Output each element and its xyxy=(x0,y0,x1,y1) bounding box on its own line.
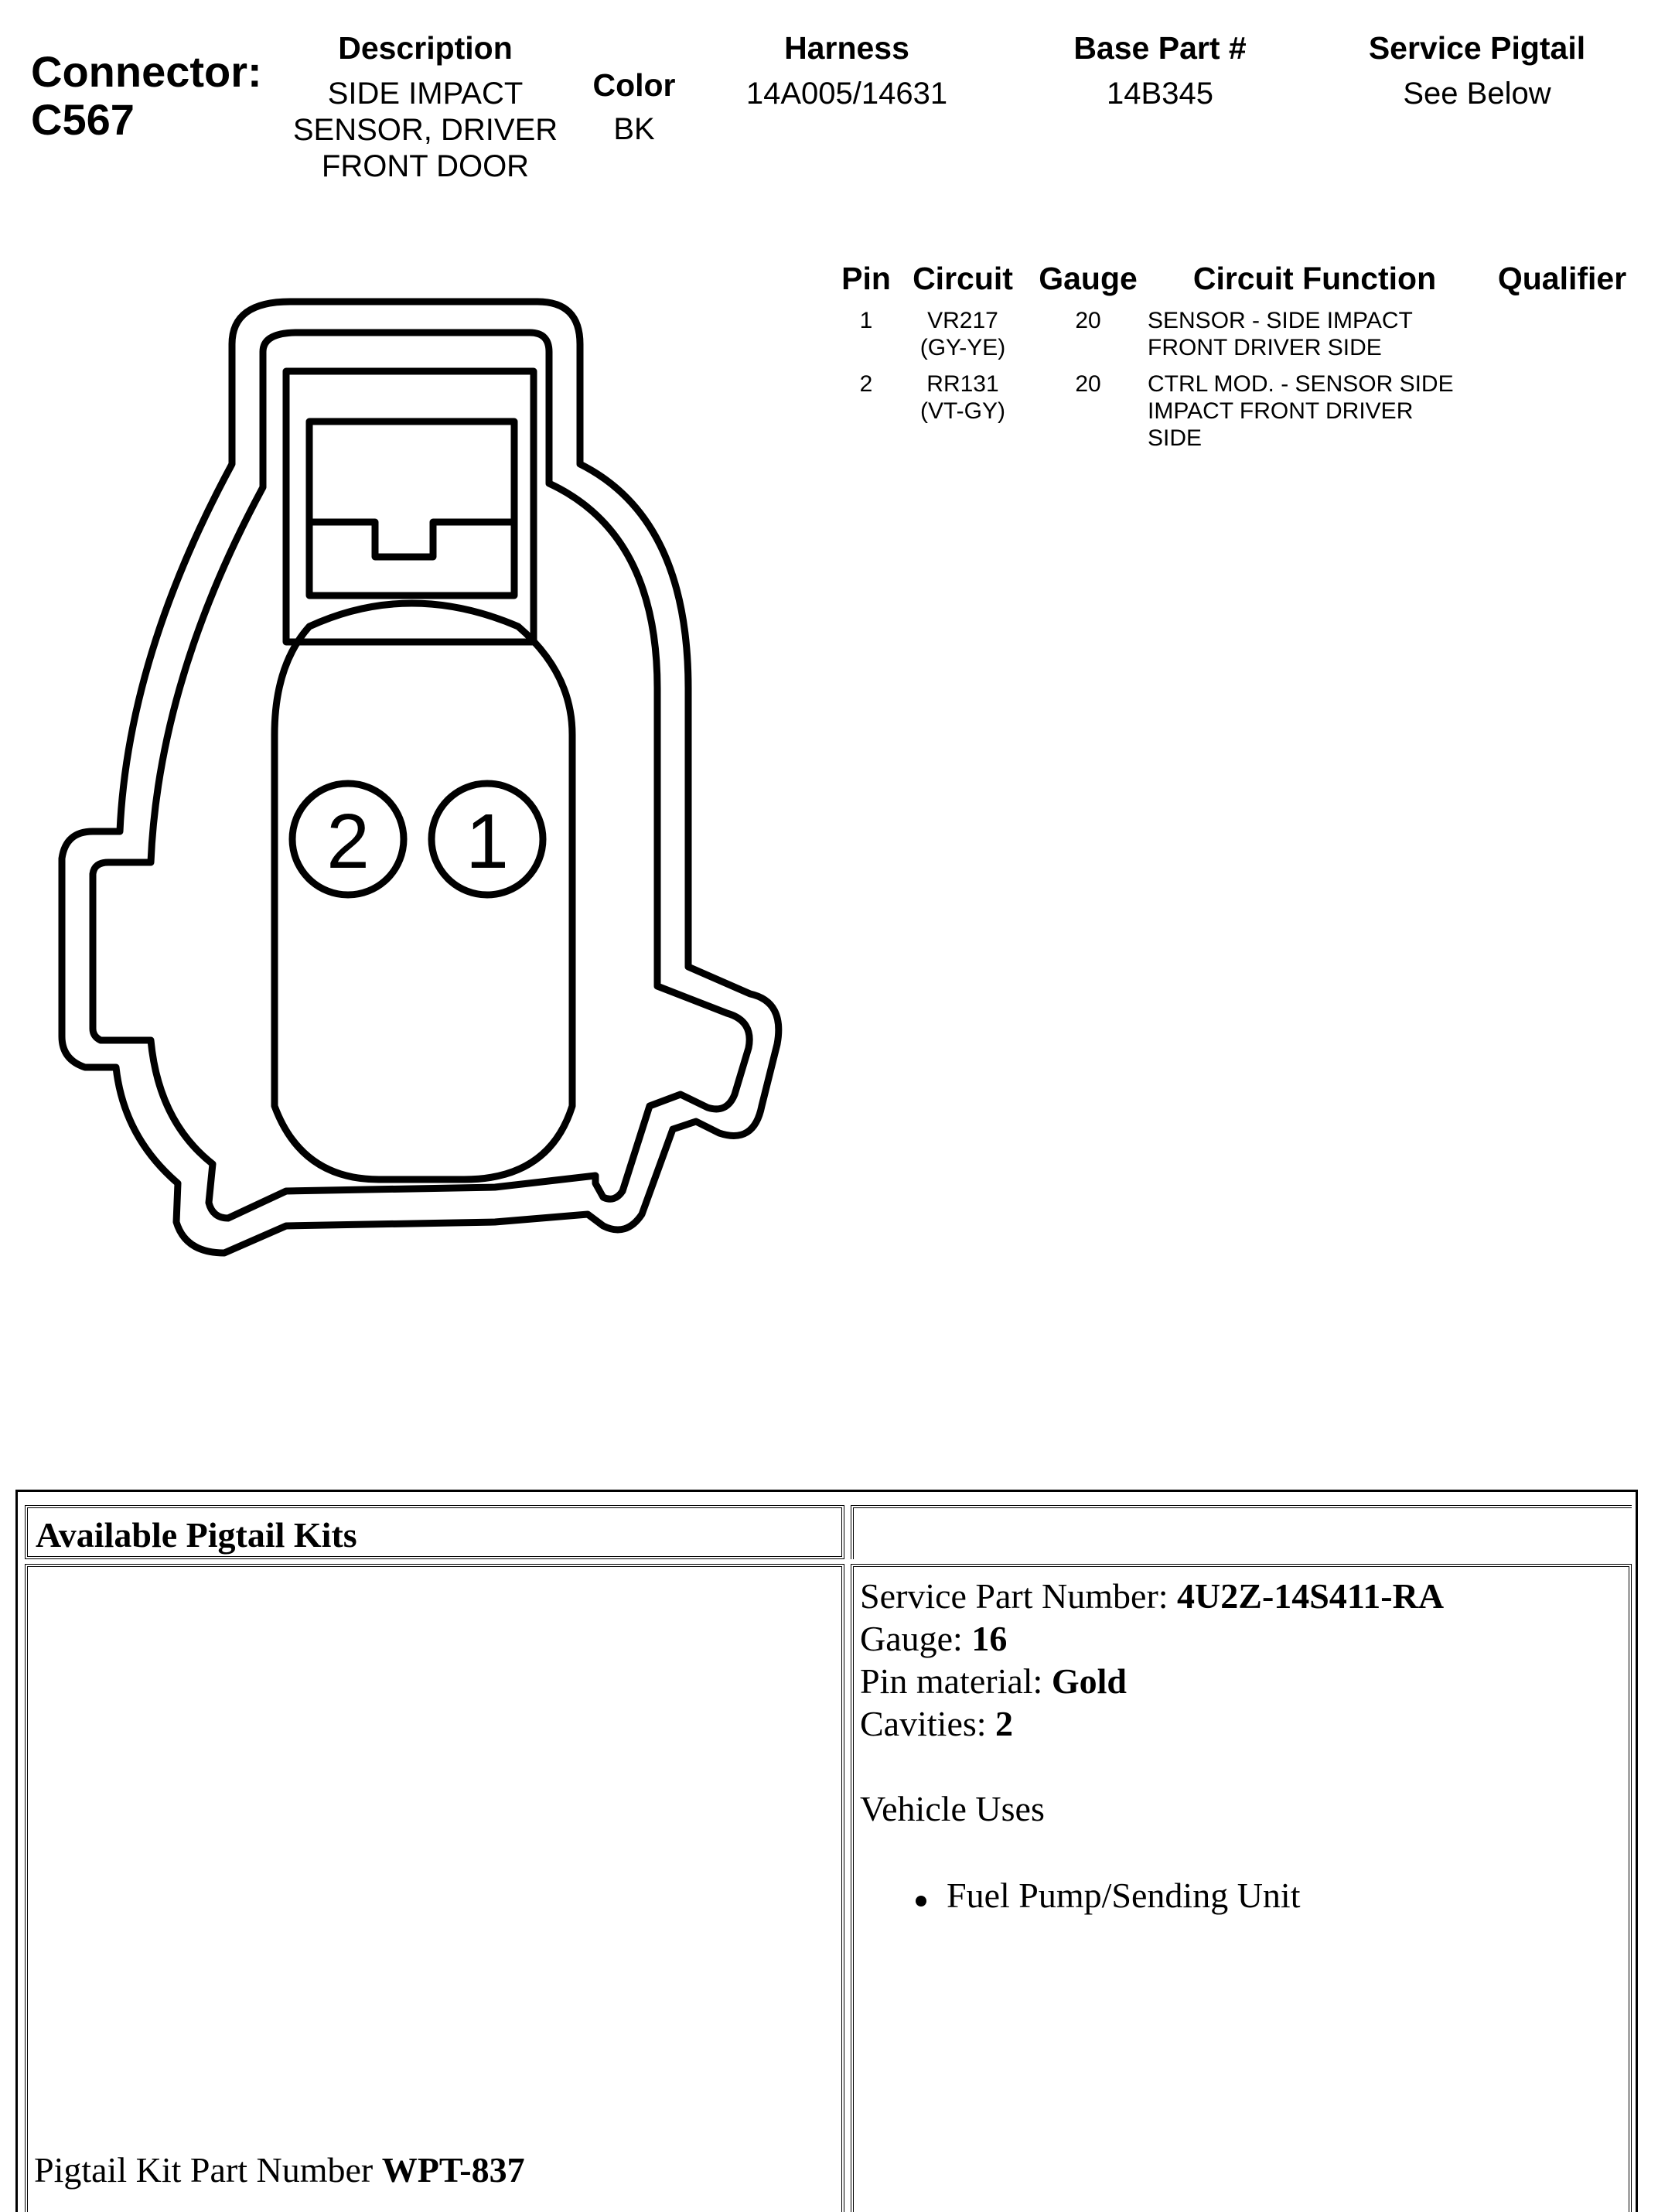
housing-inner-outline xyxy=(93,333,749,1218)
cavities-value: 2 xyxy=(995,1704,1014,1743)
description-line: SIDE IMPACT xyxy=(327,77,524,111)
circuit-cell xyxy=(905,370,1021,425)
pin-col-header: Pin xyxy=(841,261,891,296)
gauge-cell: 20 xyxy=(1075,308,1101,333)
base-part-value: 14B345 xyxy=(1107,77,1213,111)
kit-gauge-label: Gauge: xyxy=(860,1619,972,1658)
pigtail-section-header xyxy=(25,1505,844,1559)
gauge-cell: 20 xyxy=(1075,371,1101,397)
latch-window xyxy=(309,422,514,596)
pin-number: 1 xyxy=(859,308,873,333)
vehicle-use-item: Fuel Pump/Sending Unit xyxy=(947,1876,1301,1915)
function-line: CTRL MOD. - SENSOR SIDE xyxy=(1148,371,1454,397)
pigtail-section-title: Available Pigtail Kits xyxy=(36,1515,357,1555)
kit-pin-material xyxy=(860,1660,1127,1702)
function-line: FRONT DRIVER SIDE xyxy=(1148,335,1382,360)
pin-material-value: Gold xyxy=(1051,1661,1127,1701)
service-pigtail-header: Service Pigtail xyxy=(1368,30,1586,66)
circuit-code: VR217 xyxy=(927,308,998,333)
connector-label: Connector: xyxy=(31,47,262,96)
harness-header: Harness xyxy=(784,30,909,66)
color-value: BK xyxy=(613,112,655,146)
function-cell xyxy=(1148,370,1488,452)
service-part-number xyxy=(860,1575,1444,1617)
kit-gauge xyxy=(860,1617,1007,1660)
vehicle-uses-label: Vehicle Uses xyxy=(860,1789,1045,1828)
qualifier-col-header: Qualifier xyxy=(1497,261,1627,296)
pin-number: 2 xyxy=(859,371,873,397)
latch-notch xyxy=(309,522,514,557)
base-part-header: Base Part # xyxy=(1073,30,1247,66)
function-line: IMPACT FRONT DRIVER xyxy=(1148,398,1414,424)
cavities-label: Cavities: xyxy=(860,1704,996,1743)
circuit-cell xyxy=(905,307,1021,361)
connector-title xyxy=(31,48,262,144)
pin-1-label: 1 xyxy=(466,798,509,885)
circuit-color: (GY-YE) xyxy=(919,335,1006,360)
service-part-value: 4U2Z-14S411-RA xyxy=(1177,1576,1445,1616)
harness-value: 14A005/14631 xyxy=(745,77,948,111)
connector-face-diagram xyxy=(54,286,797,1276)
pin-material-label: Pin material: xyxy=(860,1661,1052,1701)
connector-id: C567 xyxy=(31,95,135,144)
kit-gauge-value: 16 xyxy=(971,1619,1008,1658)
pigtail-header-right-cell xyxy=(851,1505,1632,1559)
kit-part-number xyxy=(34,2149,525,2191)
pin-2-label: 2 xyxy=(326,798,370,885)
description-line: FRONT DOOR xyxy=(321,149,530,183)
color-header: Color xyxy=(592,67,676,103)
circuit-color: (VT-GY) xyxy=(920,398,1005,424)
pin-cavity xyxy=(275,603,572,1179)
pigtail-details-cell xyxy=(851,1564,1632,2212)
description-value xyxy=(271,76,580,185)
function-col-header: Circuit Function xyxy=(1192,261,1437,296)
service-pigtail-value: See Below xyxy=(1403,77,1551,111)
kit-cavities xyxy=(860,1702,1013,1745)
gauge-col-header: Gauge xyxy=(1039,261,1138,296)
function-cell xyxy=(1148,307,1488,361)
service-part-label: Service Part Number: xyxy=(860,1576,1178,1616)
description-line: SENSOR, DRIVER xyxy=(292,113,558,147)
function-line: SENSOR - SIDE IMPACT xyxy=(1148,308,1413,333)
bullet-icon xyxy=(916,1896,926,1906)
kit-part-label: Pigtail Kit Part Number xyxy=(34,2150,382,2190)
function-line: SIDE xyxy=(1148,425,1203,451)
pigtail-kit-cell xyxy=(25,1564,844,2212)
kit-part-value: WPT-837 xyxy=(381,2150,525,2190)
description-header: Description xyxy=(338,30,513,66)
circuit-code: RR131 xyxy=(926,371,999,397)
circuit-col-header: Circuit xyxy=(913,261,1013,296)
